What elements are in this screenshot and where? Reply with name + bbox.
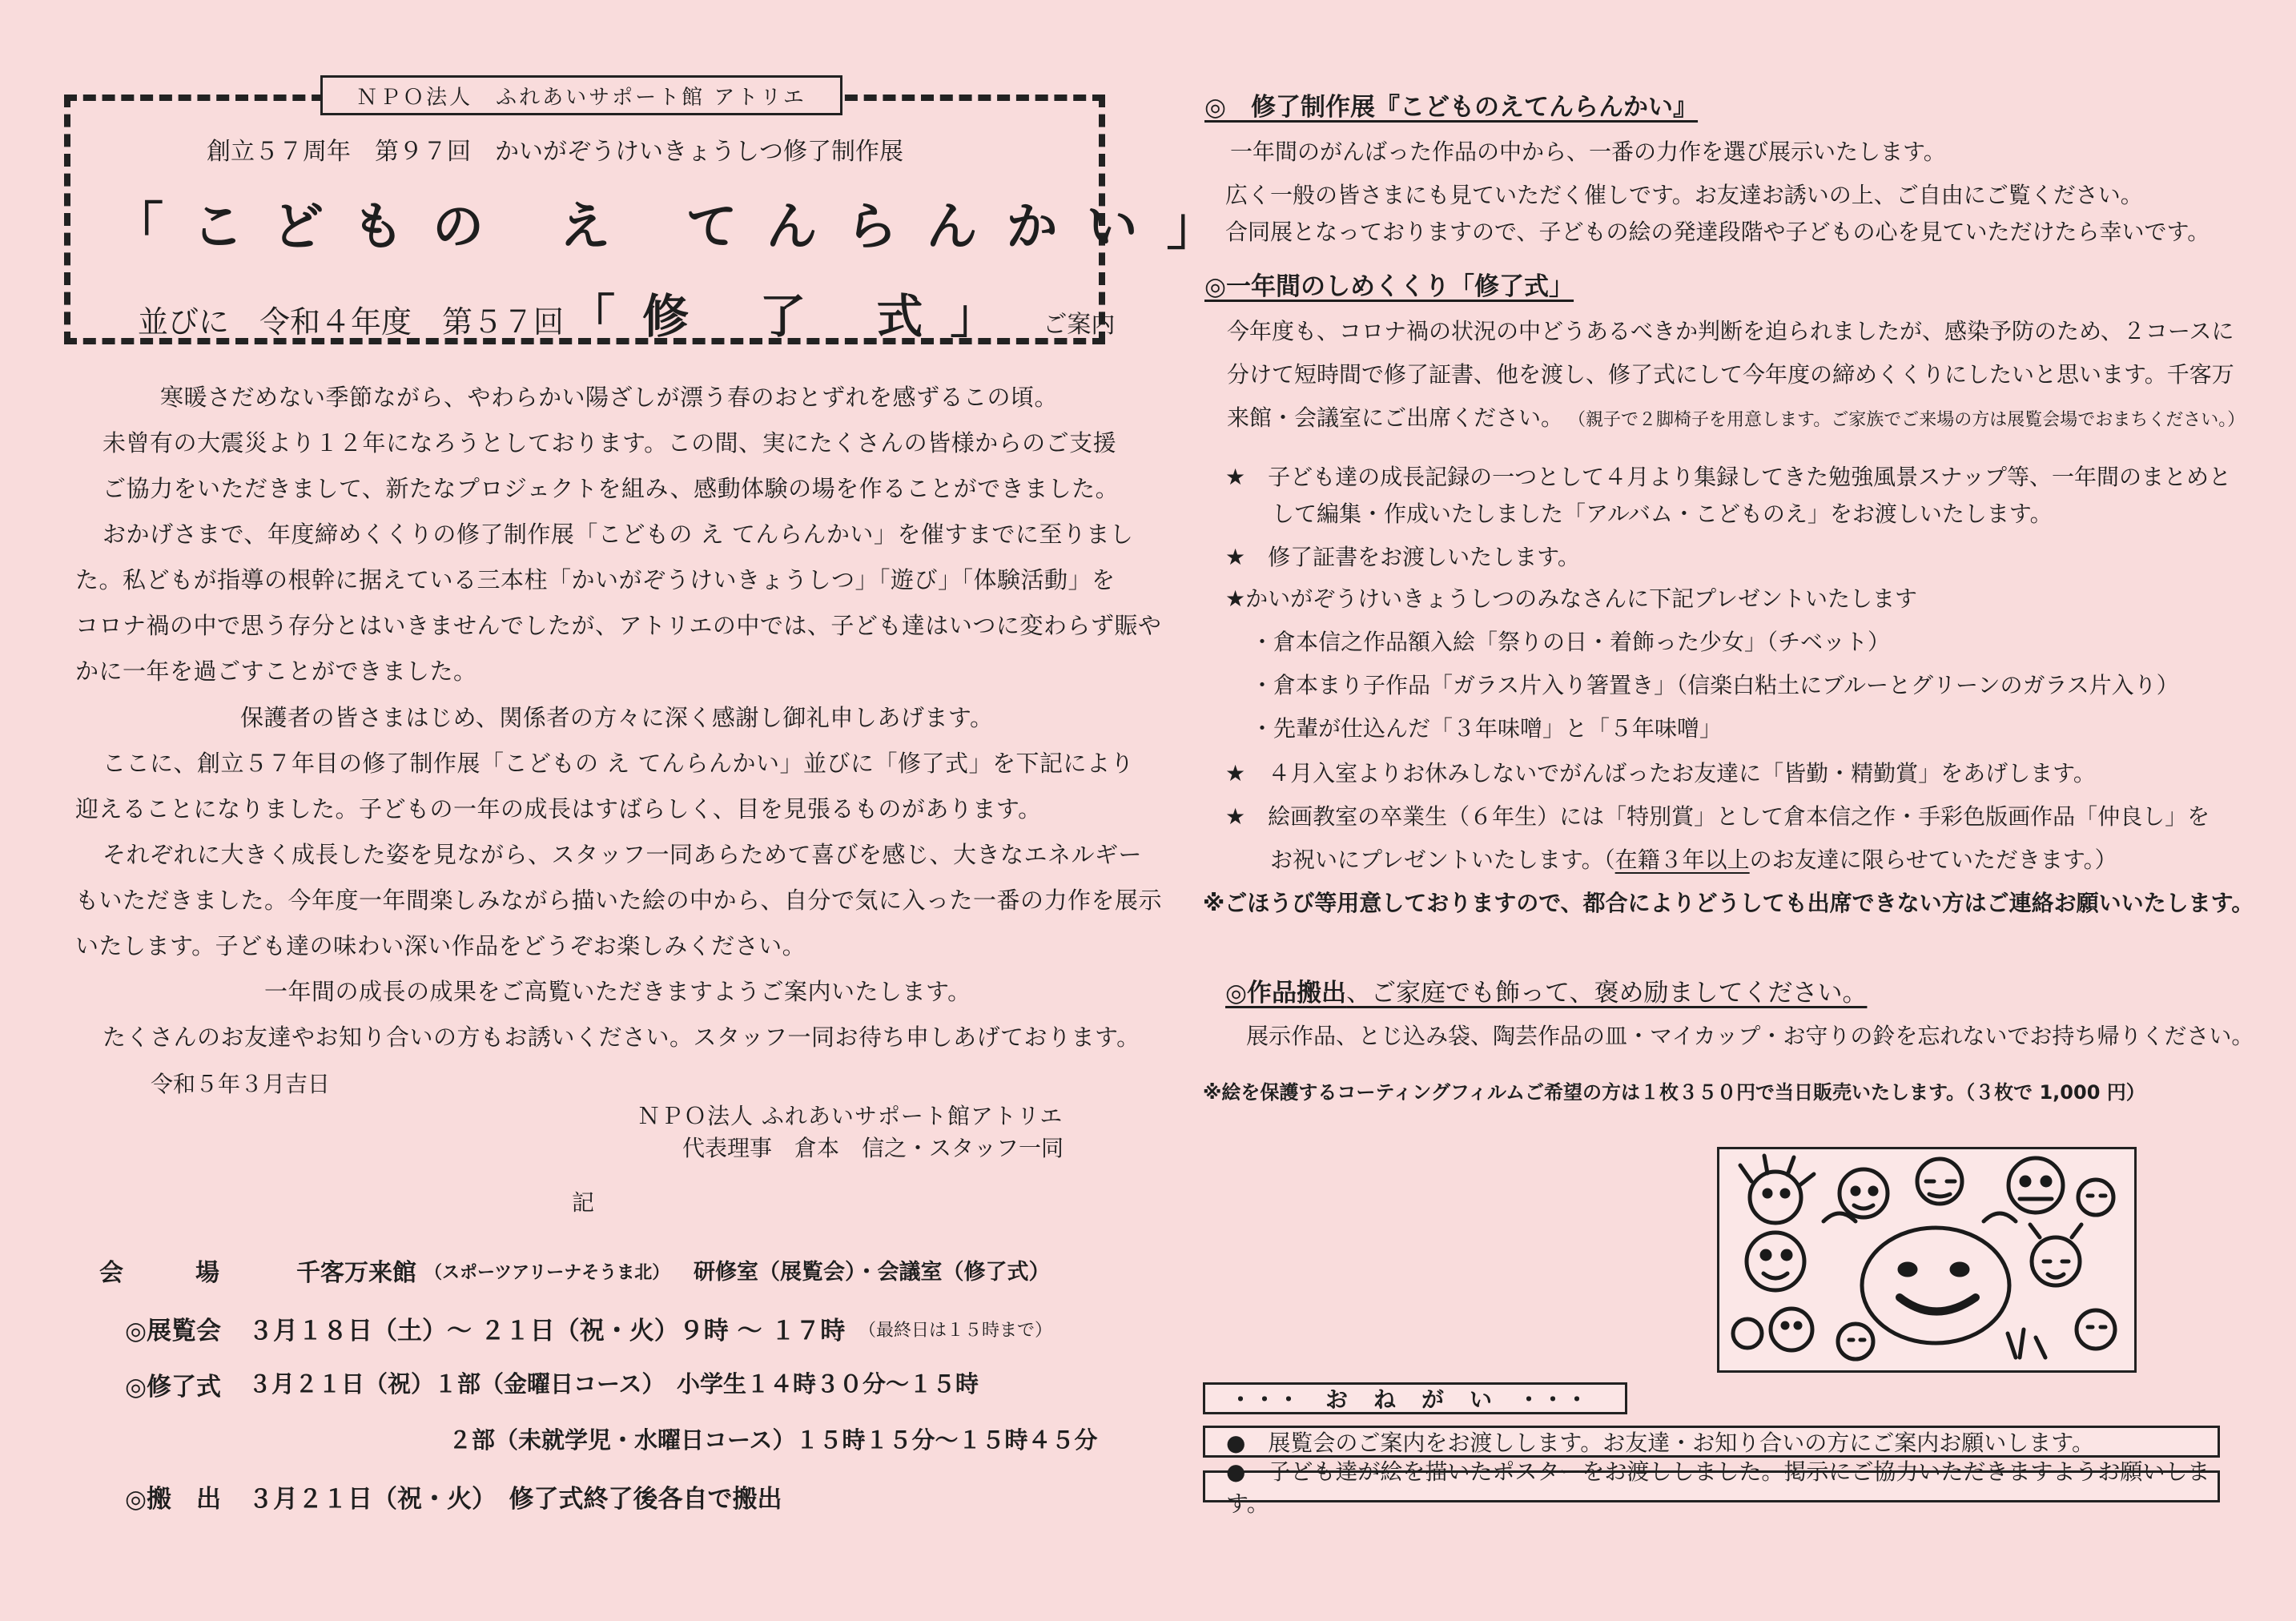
star-item-3: ★かいがぞうけいきょうしつのみなさんに下記プレゼントいたします <box>1225 585 1917 612</box>
star-item-5b-underlined: 在籍３年以上 <box>1614 847 1750 873</box>
letter-line: 未曾有の大震災より１２年になろうとしております。この間、実にたくさんの皆様からのご支援 <box>103 429 1117 457</box>
ceremony-part2: ２部（未就学児・水曜日コース）１５時１５分～１５時４５分 <box>448 1426 1098 1454</box>
letter-line: たくさんのお友達やお知り合いの方もお誘いください。スタッフ一同お待ち申しあげております。 <box>103 1024 1140 1051</box>
section3-title <box>1225 972 1867 1008</box>
section3-line: 展示作品、とじ込み袋、陶芸作品の皿・マイカップ・お守りの鈴を忘れないでお持ち帰りください。 <box>1246 1023 2254 1049</box>
children-drawing-image <box>1719 1149 2134 1370</box>
section2-line: 分けて短時間で修了証書、他を渡し、修了式にして今年度の締めくくりにしたいと思います。千客万 <box>1227 361 2234 388</box>
letter-line: ここに、創立５７年目の修了制作展「こどもの え てんらんかい」並びに「修了式」を下記により <box>103 750 1134 777</box>
star-item-5a: ★ 絵画教室の卒業生（６年生）には「特別賞」として倉本信之作・手彩色版画作品「仲良し」を <box>1225 803 2210 830</box>
letter-line: 保護者の皆さまはじめ、関係者の方々に深く感謝し御礼申しあげます。 <box>240 704 994 731</box>
main-title: 「こどもの え てんらんかい」 <box>112 198 1247 257</box>
ceremony-label: ◎修了式 <box>125 1373 222 1402</box>
section2-line3 <box>1227 400 2245 432</box>
removal-text: ３月２１日（祝・火） 修了式終了後各自で搬出 <box>248 1485 782 1514</box>
exhibit-label: ◎展覧会 <box>125 1317 222 1345</box>
letter-line: 寒暖さだめない季節ながら、やわらかい陽ざしが漂う春のおとずれを感ずるこの頃。 <box>160 384 1059 411</box>
section2-note: （親子で２脚椅子を用意します。ご家族でご来場の方は展覧会場でおまちください。） <box>1568 410 2246 430</box>
gift-item-3: ・先輩が仕込んだ「３年味噌」と「５年味噌」 <box>1251 715 1723 742</box>
venue-name: 千客万来館 <box>296 1259 416 1287</box>
header-subtitle: 創立５７周年 第９７回 かいがぞうけいきょうしつ修了制作展 <box>207 138 903 166</box>
section1-line: 合同展となっておりますので、子どもの絵の発達段階や子どもの心を見ていただけたら幸いです。 <box>1225 219 2210 245</box>
gift-item-1: ・倉本信之作品額入絵「祭りの日・着飾った少女」（チベット） <box>1251 629 1891 655</box>
section1-line: 一年間のがんばった作品の中から、一番の力作を選び展示いたします。 <box>1230 139 1946 165</box>
request-item-1-text: ● 展覧会のご案内をお渡しします。お友達・お知り合いの方にご案内お願いします。 <box>1226 1430 2094 1456</box>
header-line3 <box>138 279 1115 346</box>
letter-line: もいただきました。今年度一年間楽しみながら描いた絵の中から、自分で気に入った一番の力作を展示 <box>75 887 1163 914</box>
signature-org: ＮＰＯ法人 ふれあいサポート館アトリエ <box>637 1103 1064 1129</box>
star-item-4: ★ ４月入室よりお休みしないでがんばったお友達に「皆勤・精勤賞」をあげします。 <box>1225 760 2096 786</box>
section3-title-bold: ◎作品搬出 <box>1225 979 1347 1008</box>
request-title: ・・・ お ね が い ・・・ <box>1229 1386 1590 1413</box>
shuryoshiki-title: 「修 了 式」 <box>569 289 1024 344</box>
gift-item-2: ・倉本まり子作品「ガラス片入り箸置き」（信楽白粘土にブルーとグリーンのガラス片入り） <box>1251 672 2179 698</box>
children-drawing <box>1717 1147 2137 1373</box>
section2-line: 来館・会議室にご出席ください。 <box>1227 404 1564 431</box>
letter-line: ご協力をいただきまして、新たなプロジェクトを組み、感動体験の場を作ることができました。 <box>103 475 1120 502</box>
removal-label: ◎搬 出 <box>125 1485 222 1514</box>
header-line3-suffix: ご案内 <box>1043 311 1116 339</box>
star-item-1b: して編集・作成いたしました「アルバム・こどものえ」をお渡しいたします。 <box>1272 501 2053 527</box>
letter-line: た。私どもが指導の根幹に据えている三本柱「かいがぞうけいきょうしつ」「遊び」「体験活動」を <box>75 566 1116 593</box>
section1-title: ◎ 修了制作展『こどものえてんらんかい』 <box>1204 93 1699 122</box>
letter-line: かに一年を過ごすことができました。 <box>75 658 477 685</box>
letter-line: 迎えることになりました。子どもの一年の成長はすばらしく、目を見張るものがあります。 <box>75 795 1042 823</box>
header-line3-prefix: 並びに 令和４年度 第５７回 <box>138 304 565 340</box>
request-item-2-text: ● 子ども達が絵を描いたポスターをお渡ししました。掲示にご協力いただきますようお願いします。 <box>1226 1458 2210 1517</box>
letter-line: コロナ禍の中で思う存分とはいきませんでしたが、アトリエの中では、子ども達はいつに変わらず賑や <box>75 612 1162 639</box>
star-item-5b-pre: お祝いにプレゼントいたします。（ <box>1270 847 1615 873</box>
star-item-1a: ★ 子ども達の成長記録の一つとして４月より集録してきた勉強風景スナップ等、一年間のまとめと <box>1225 464 2231 490</box>
section3-title-rest: 、ご家庭でも飾って、褒め励ましてください。 <box>1346 979 1868 1008</box>
section1-line: 広く一般の皆さまにも見ていただく催しです。お友達お誘いの上、ご自由にご覧ください。 <box>1225 182 2143 208</box>
ki-mark: 記 <box>572 1189 595 1216</box>
ceremony-part1: ３月２１日（祝）１部（金曜日コース） 小学生１４時３０分～１５時 <box>248 1370 979 1398</box>
request-item-2 <box>1203 1458 2220 1517</box>
section2-title: ◎一年間のしめくくり「修了式」 <box>1204 272 1574 301</box>
exhibit-note: （最終日は１５時まで） <box>858 1321 1053 1341</box>
letter-line: おかげさまで、年度締めくくりの修了制作展「こどもの え てんらんかい」を催すまでに至りまし <box>103 521 1134 548</box>
star-item-5b-post: のお友達に限らせていただきます。） <box>1749 847 2117 873</box>
letter-line: 一年間の成長の成果をご高覧いただきますようご案内いたします。 <box>264 978 971 1005</box>
film-notice: ※絵を保護するコーティングフィルムご希望の方は１枚３５０円で当日販売いたします。（３枚で 1,000 円） <box>1203 1081 2145 1104</box>
letter-date: 令和５年３月吉日 <box>151 1071 331 1097</box>
letter-line: それぞれに大きく成長した姿を見ながら、スタッフ一同あらためて喜びを感じ、大きなエネルギー <box>103 841 1143 868</box>
venue-rooms: 研修室（展覧会）・会議室（修了式） <box>694 1260 1051 1285</box>
organization-label: ＮＰＯ法人 ふれあいサポート館 アトリエ <box>356 85 806 110</box>
request-item-1 <box>1203 1426 2220 1458</box>
organization-label-box <box>320 75 842 115</box>
exhibit-dates: ３月１８日（土）～ ２１日（祝・火）９時 ～ １７時 <box>248 1317 846 1345</box>
star-item-5b <box>1270 843 2117 875</box>
letter-line: いたします。子ども達の味わい深い作品をどうぞお楽しみください。 <box>75 932 806 959</box>
venue-sub: （スポーツアリーナそうま北） <box>424 1263 670 1283</box>
request-title-box <box>1203 1382 1627 1414</box>
signature-name: 代表理事 倉本 信之・スタッフ一同 <box>682 1135 1064 1161</box>
attendance-notice: ※ごほうび等用意しておりますので、都合によりどうしても出席できない方はご連絡お願いいたします。 <box>1203 890 2254 916</box>
star-item-2: ★ 修了証書をお渡しいたします。 <box>1225 544 1580 570</box>
venue-label: 会 場 <box>99 1259 219 1287</box>
section2-line: 今年度も、コロナ禍の状況の中どうあるべきか判断を迫られましたが、感染予防のため、２コースに <box>1227 318 2234 344</box>
